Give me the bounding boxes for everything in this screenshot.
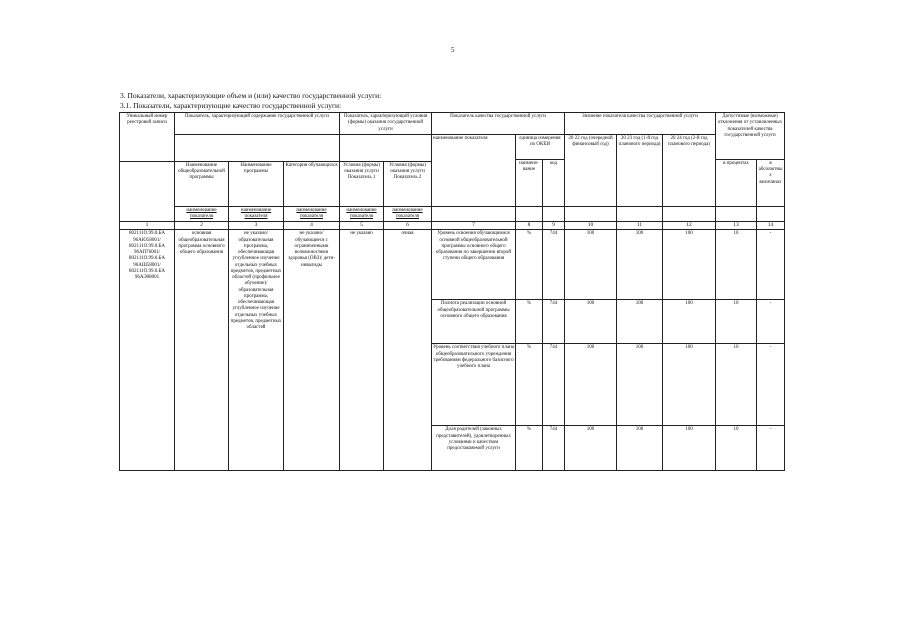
subsection-heading: 3.1. Показатели, характеризующие качество государственной услуги: — [120, 101, 342, 110]
year-3-cell: 100 — [663, 230, 716, 300]
code-cell: 744 — [543, 344, 565, 426]
column-number: 11 — [617, 222, 663, 230]
year-3-cell: 100 — [663, 344, 716, 426]
dev-percent-cell: 10 — [716, 344, 757, 426]
section-heading: 3. Показатели, характеризующие объем и (или) качество государственной услуги: — [120, 91, 382, 100]
header-programs: Наименование программы — [229, 161, 284, 206]
dev-percent-cell: 10 — [716, 426, 757, 471]
label-name-6: наименование показателя — [384, 206, 432, 222]
label-name-5: наименование показателя — [340, 206, 384, 222]
label-name-4: наименование показателя — [284, 206, 340, 222]
indicator-name-cont — [432, 206, 516, 222]
unit-cell: % — [516, 426, 543, 471]
dev-abs-cont — [757, 206, 785, 222]
header-condition-2: Условия (формы) оказания услуги Показатель 2 — [384, 161, 432, 206]
year-2-cell: 100 — [617, 344, 663, 426]
year-2-cell: 100 — [617, 230, 663, 300]
header-year-2: 20 23 год (1-й год планового периода) — [617, 134, 663, 206]
column-number: 6 — [384, 222, 432, 230]
dev-percent-cell: 10 — [716, 230, 757, 300]
header-year-3: 20 24 год (2-й год планового периода) — [663, 134, 716, 206]
year-1-cell: 100 — [565, 300, 617, 344]
year-3-cont — [663, 206, 716, 222]
label-name-3: наименование показателя — [229, 206, 284, 222]
header-students: Категория обучающихся — [284, 161, 340, 206]
year-1-cell: 100 — [565, 426, 617, 471]
column-number: 14 — [757, 222, 785, 230]
header-row-5 — [120, 206, 785, 222]
dev-absolute-cell: - — [757, 230, 785, 300]
indicator-name-cell: Доля родителей (законных представителей), удовлетворенных условиями и качеством предоставляемой услуги — [432, 426, 516, 471]
header-condition-1: Условия (формы) оказания услуги Показатель 1 — [340, 161, 384, 206]
header-quality-values: Значение показателя качества государственной услуги — [565, 113, 716, 135]
indicator-name-cell: Полнота реализации основной общеобразовательной программы основного общего образования — [432, 300, 516, 344]
registry-blank — [120, 161, 175, 222]
code-cell: 744 — [543, 230, 565, 300]
unit-name-cont — [516, 206, 543, 222]
column-number: 7 — [432, 222, 516, 230]
quality-indicators-table — [119, 112, 785, 471]
registry-numbers-cell: 802111О.99.0.БА 96АЮ58001/ 802111О.99.0.БА 96АП76001/ 802111О.99.0.БА 96АШ58001/ 802111О.99.0.БА 96АЭ08001 — [120, 230, 175, 471]
header-dev-percent: в процентах — [716, 159, 757, 206]
dev-absolute-cell: - — [757, 426, 785, 471]
unit-cell: % — [516, 300, 543, 344]
dev-absolute-cell: - — [757, 300, 785, 344]
condition-1-cell: не указано — [340, 230, 384, 471]
edu-program-cell: основная общеобразовательная программа основного общего образования — [175, 230, 229, 471]
column-number: 8 — [516, 222, 543, 230]
header-registry-number: Уникальный номер реестровой записи — [120, 113, 175, 162]
year-1-cell: 100 — [565, 344, 617, 426]
year-3-cell: 100 — [663, 426, 716, 471]
year-2-cont — [617, 206, 663, 222]
header-dev-absolute: в абсолютных величинах — [757, 159, 785, 206]
code-cell: 744 — [543, 426, 565, 471]
column-number: 1 — [120, 222, 175, 230]
header-quality-indicator: Показатель качества государственной услуги — [432, 113, 565, 135]
dev-absolute-cell: - — [757, 344, 785, 426]
indicator-name-cell: Уровень соответствия учебного плана общеобразовательного учреждения требованиям федерального базисного учебного плана — [432, 344, 516, 426]
header-conditions-indicator: Показатель, характеризующий условия (формы) оказания государственной услуги — [340, 113, 432, 135]
header-unit-code: код — [543, 159, 565, 206]
conditions-blank — [340, 134, 432, 161]
column-number: 5 — [340, 222, 384, 230]
content-blank — [175, 134, 340, 161]
header-indicator-name: наименование показателя — [432, 134, 516, 206]
unit-cell: % — [516, 230, 543, 300]
header-row-2 — [120, 134, 785, 159]
dev-pct-cont — [716, 206, 757, 222]
condition-2-cell: очная — [384, 230, 432, 471]
page-number: 5 — [451, 46, 455, 54]
column-number: 4 — [284, 222, 340, 230]
header-content-indicator: Показатель, характеризующий содержание государственной услуги — [175, 113, 340, 135]
table-row — [120, 230, 785, 300]
column-number: 12 — [663, 222, 716, 230]
students-cell: не указано/ обучающиеся с ограниченными возможностями здоровья (ОВЗ)/ дети-инвалиды — [284, 230, 340, 471]
label-name-2: наименование показателя — [175, 206, 229, 222]
column-number-row — [120, 222, 785, 230]
column-number: 9 — [543, 222, 565, 230]
year-1-cont — [565, 206, 617, 222]
program-cell: не указано/ образовательная программа, обеспечивающая углубленное изучение отдельных учебных предметов, предметных областей (профильное обучение)/ образовательная программа, обеспечивающая углубленное изучение отдельных учебных предметов, предметных областей — [229, 230, 284, 471]
column-number: 10 — [565, 222, 617, 230]
indicator-name-cell: Уровень освоения обучающимися основной общеобразовательной программы основного общего образования по завершении второй ступени общего образования — [432, 230, 516, 300]
unit-code-cont — [543, 206, 565, 222]
column-number: 3 — [229, 222, 284, 230]
header-edu-programs: Наименование общеобразовательной программы — [175, 161, 229, 206]
column-number: 13 — [716, 222, 757, 230]
column-number: 2 — [175, 222, 229, 230]
unit-cell: % — [516, 344, 543, 426]
year-2-cell: 100 — [617, 426, 663, 471]
header-unit-okei: единица измерения по ОКЕИ — [516, 134, 565, 159]
year-2-cell: 100 — [617, 300, 663, 344]
dev-percent-cell: 10 — [716, 300, 757, 344]
year-3-cell: 100 — [663, 300, 716, 344]
year-1-cell: 100 — [565, 230, 617, 300]
header-unit-name: наимено-вание — [516, 159, 543, 206]
header-year-1: 20 22 год (очередной финансовый год) — [565, 134, 617, 206]
header-row-1 — [120, 113, 785, 135]
code-cell: 744 — [543, 300, 565, 344]
header-allowed-deviations: Допустимые (возможные) отклонения от установленных показателей качества государственной услуги — [716, 113, 785, 160]
